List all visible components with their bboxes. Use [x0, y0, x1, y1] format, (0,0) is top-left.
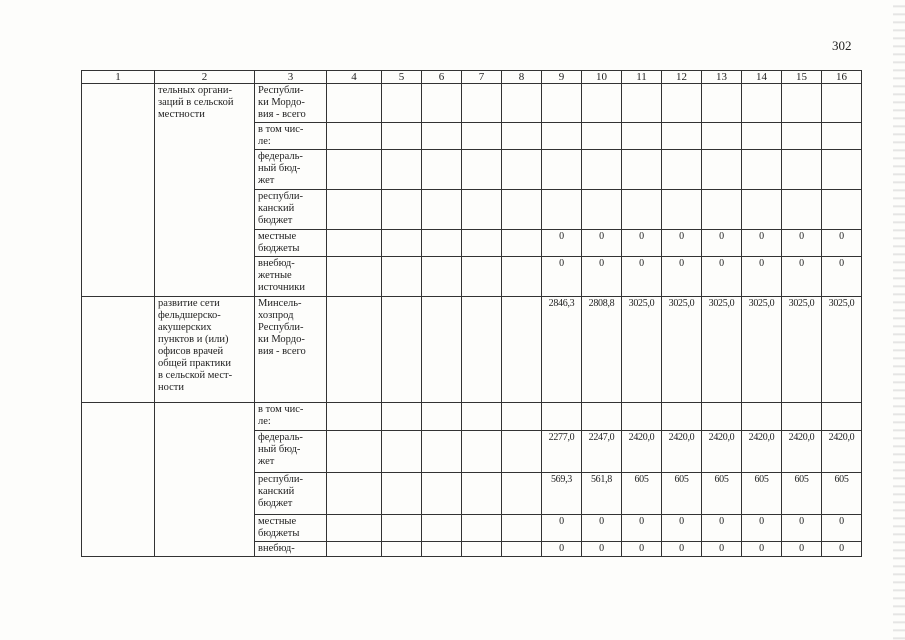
empty-cell: [422, 123, 462, 150]
empty-cell: [327, 190, 382, 230]
index-cell: [82, 84, 155, 297]
empty-cell: [462, 257, 502, 297]
cell-line: ный бюд-: [258, 444, 301, 455]
value-cell: 2846,3: [542, 297, 582, 403]
cell-line: ный бюд-: [258, 163, 301, 174]
column-header: 13: [702, 71, 742, 84]
value-cell: [542, 190, 582, 230]
column-header: 2: [155, 71, 255, 84]
cell-line: жет: [258, 175, 275, 186]
value-cell: [582, 123, 622, 150]
value-cell: [542, 84, 582, 123]
value-cell: [822, 150, 862, 190]
activity-name-cell: [155, 84, 255, 297]
cell-line: бюджеты: [258, 528, 300, 539]
empty-cell: [502, 542, 542, 557]
empty-cell: [327, 123, 382, 150]
source-cell: [255, 297, 327, 403]
empty-cell: [502, 473, 542, 515]
table-row: [82, 403, 862, 431]
value-cell: [582, 403, 622, 431]
cell-line: общей практики: [158, 358, 232, 369]
value-cell: [782, 150, 822, 190]
value-cell: 2420,0: [782, 431, 822, 473]
cell-line: федераль-: [258, 151, 303, 162]
cell-line: акушерских: [158, 322, 212, 333]
empty-cell: [382, 150, 422, 190]
cell-line: республи-: [258, 191, 303, 202]
empty-cell: [422, 84, 462, 123]
cell-line: в том чис-: [258, 124, 304, 135]
empty-cell: [382, 84, 422, 123]
cell-line: канский: [258, 203, 295, 214]
empty-cell: [422, 190, 462, 230]
cell-line: вия - всего: [258, 109, 306, 120]
value-cell: 0: [702, 230, 742, 257]
empty-cell: [462, 297, 502, 403]
cell-line: федераль-: [258, 432, 303, 443]
column-header: 9: [542, 71, 582, 84]
index-cell: [82, 297, 155, 403]
column-header: 5: [382, 71, 422, 84]
cell-line: ности: [158, 382, 184, 393]
value-cell: [542, 403, 582, 431]
value-cell: [702, 150, 742, 190]
value-cell: 0: [542, 230, 582, 257]
empty-cell: [502, 190, 542, 230]
value-cell: 2420,0: [622, 431, 662, 473]
value-cell: [742, 150, 782, 190]
value-cell: [782, 84, 822, 123]
value-cell: 605: [782, 473, 822, 515]
source-cell: [255, 473, 327, 515]
source-cell: [255, 515, 327, 542]
value-cell: [662, 190, 702, 230]
value-cell: [742, 84, 782, 123]
source-cell: [255, 403, 327, 431]
cell-line: местности: [158, 109, 205, 120]
source-cell: [255, 542, 327, 557]
empty-cell: [327, 84, 382, 123]
empty-cell: [382, 473, 422, 515]
column-header: 8: [502, 71, 542, 84]
value-cell: [702, 84, 742, 123]
empty-cell: [462, 150, 502, 190]
value-cell: 2420,0: [822, 431, 862, 473]
empty-cell: [327, 403, 382, 431]
cell-line: ки Мордо-: [258, 97, 305, 108]
value-cell: 0: [822, 257, 862, 297]
value-cell: 0: [622, 515, 662, 542]
value-cell: 605: [702, 473, 742, 515]
value-cell: 0: [782, 542, 822, 557]
empty-cell: [462, 542, 502, 557]
empty-cell: [502, 297, 542, 403]
cell-line: бюджеты: [258, 243, 300, 254]
value-cell: [582, 150, 622, 190]
activity-name-cell: [155, 403, 255, 557]
activity-name-cell: [155, 297, 255, 403]
empty-cell: [382, 542, 422, 557]
value-cell: 605: [622, 473, 662, 515]
empty-cell: [502, 84, 542, 123]
source-cell: [255, 257, 327, 297]
value-cell: 0: [782, 257, 822, 297]
value-cell: [582, 190, 622, 230]
value-cell: 0: [662, 257, 702, 297]
column-header: 3: [255, 71, 327, 84]
value-cell: [742, 123, 782, 150]
cell-line: Республи-: [258, 322, 304, 333]
value-cell: 0: [702, 542, 742, 557]
empty-cell: [422, 542, 462, 557]
column-header: 16: [822, 71, 862, 84]
empty-cell: [462, 190, 502, 230]
cell-line: внебюд-: [258, 543, 295, 554]
value-cell: 0: [822, 515, 862, 542]
value-cell: [702, 403, 742, 431]
empty-cell: [462, 84, 502, 123]
cell-line: фельдшерско-: [158, 310, 221, 321]
empty-cell: [422, 403, 462, 431]
value-cell: [662, 403, 702, 431]
cell-line: офисов врачей: [158, 346, 224, 357]
value-cell: 0: [542, 542, 582, 557]
empty-cell: [327, 473, 382, 515]
empty-cell: [327, 230, 382, 257]
value-cell: 0: [582, 257, 622, 297]
empty-cell: [462, 403, 502, 431]
cell-line: заций в сельской: [158, 97, 234, 108]
column-header: 15: [782, 71, 822, 84]
value-cell: [542, 150, 582, 190]
value-cell: [622, 190, 662, 230]
cell-line: местные: [258, 231, 297, 242]
header-row: [82, 71, 862, 84]
column-header: 12: [662, 71, 702, 84]
value-cell: 561,8: [582, 473, 622, 515]
value-cell: [662, 150, 702, 190]
empty-cell: [502, 230, 542, 257]
column-header: 6: [422, 71, 462, 84]
column-header: 14: [742, 71, 782, 84]
value-cell: [742, 190, 782, 230]
empty-cell: [327, 297, 382, 403]
source-cell: [255, 431, 327, 473]
value-cell: [822, 123, 862, 150]
cell-line: вия - всего: [258, 346, 306, 357]
empty-cell: [462, 515, 502, 542]
empty-cell: [502, 150, 542, 190]
value-cell: 3025,0: [822, 297, 862, 403]
page-number: 302: [832, 38, 852, 53]
cell-line: канский: [258, 486, 295, 497]
empty-cell: [327, 150, 382, 190]
source-cell: [255, 123, 327, 150]
value-cell: [782, 190, 822, 230]
empty-cell: [382, 257, 422, 297]
empty-cell: [422, 257, 462, 297]
empty-cell: [422, 473, 462, 515]
empty-cell: [502, 515, 542, 542]
cell-line: пунктов и (или): [158, 334, 229, 345]
cell-line: бюджет: [258, 215, 293, 226]
value-cell: 2247,0: [582, 431, 622, 473]
empty-cell: [327, 257, 382, 297]
value-cell: [822, 403, 862, 431]
value-cell: 0: [622, 230, 662, 257]
cell-line: тельных органи-: [158, 85, 233, 96]
value-cell: 0: [542, 257, 582, 297]
value-cell: 2420,0: [742, 431, 782, 473]
value-cell: [622, 403, 662, 431]
value-cell: 0: [702, 257, 742, 297]
empty-cell: [462, 230, 502, 257]
empty-cell: [462, 431, 502, 473]
cell-line: республи-: [258, 474, 303, 485]
source-cell: [255, 230, 327, 257]
empty-cell: [327, 515, 382, 542]
value-cell: 0: [582, 230, 622, 257]
value-cell: [662, 84, 702, 123]
value-cell: [582, 84, 622, 123]
source-cell: [255, 150, 327, 190]
empty-cell: [382, 403, 422, 431]
value-cell: 0: [822, 542, 862, 557]
value-cell: 3025,0: [662, 297, 702, 403]
table-row: [82, 84, 862, 123]
value-cell: 0: [702, 515, 742, 542]
column-header: 7: [462, 71, 502, 84]
value-cell: 0: [742, 230, 782, 257]
scan-edge-artifact: [893, 0, 905, 640]
empty-cell: [462, 123, 502, 150]
value-cell: 0: [662, 542, 702, 557]
empty-cell: [382, 123, 422, 150]
empty-cell: [422, 431, 462, 473]
value-cell: [622, 123, 662, 150]
budget-table: [81, 70, 862, 557]
cell-line: местные: [258, 516, 297, 527]
value-cell: 0: [822, 230, 862, 257]
value-cell: 0: [582, 515, 622, 542]
value-cell: 0: [662, 230, 702, 257]
value-cell: 0: [622, 257, 662, 297]
empty-cell: [502, 257, 542, 297]
source-cell: [255, 190, 327, 230]
empty-cell: [382, 230, 422, 257]
cell-line: источники: [258, 282, 305, 293]
cell-line: Республи-: [258, 85, 304, 96]
empty-cell: [422, 515, 462, 542]
value-cell: 0: [622, 542, 662, 557]
column-header: 10: [582, 71, 622, 84]
value-cell: 0: [742, 542, 782, 557]
cell-line: в том чис-: [258, 404, 304, 415]
value-cell: 0: [582, 542, 622, 557]
cell-line: хозпрод: [258, 310, 294, 321]
empty-cell: [462, 473, 502, 515]
column-header: 11: [622, 71, 662, 84]
value-cell: 2420,0: [702, 431, 742, 473]
cell-line: развитие сети: [158, 298, 220, 309]
value-cell: [702, 190, 742, 230]
value-cell: [782, 403, 822, 431]
cell-line: ле:: [258, 136, 271, 147]
index-cell: [82, 403, 155, 557]
cell-line: внебюд-: [258, 258, 295, 269]
value-cell: 3025,0: [622, 297, 662, 403]
empty-cell: [422, 150, 462, 190]
value-cell: 3025,0: [702, 297, 742, 403]
value-cell: 2277,0: [542, 431, 582, 473]
value-cell: [822, 84, 862, 123]
value-cell: 0: [542, 515, 582, 542]
value-cell: [622, 84, 662, 123]
empty-cell: [502, 123, 542, 150]
column-header: 4: [327, 71, 382, 84]
value-cell: 569,3: [542, 473, 582, 515]
value-cell: 2420,0: [662, 431, 702, 473]
cell-line: бюджет: [258, 498, 293, 509]
value-cell: [542, 123, 582, 150]
value-cell: 0: [782, 515, 822, 542]
value-cell: 0: [662, 515, 702, 542]
cell-line: ки Мордо-: [258, 334, 305, 345]
value-cell: [702, 123, 742, 150]
cell-line: Минсель-: [258, 298, 302, 309]
value-cell: [822, 190, 862, 230]
empty-cell: [382, 515, 422, 542]
value-cell: 3025,0: [782, 297, 822, 403]
cell-line: в сельской мест-: [158, 370, 233, 381]
cell-line: ле:: [258, 416, 271, 427]
value-cell: 2808,8: [582, 297, 622, 403]
empty-cell: [422, 230, 462, 257]
empty-cell: [422, 297, 462, 403]
empty-cell: [382, 297, 422, 403]
empty-cell: [327, 431, 382, 473]
empty-cell: [502, 403, 542, 431]
empty-cell: [382, 190, 422, 230]
empty-cell: [382, 431, 422, 473]
value-cell: 0: [782, 230, 822, 257]
table-row: [82, 297, 862, 403]
cell-line: жетные: [258, 270, 292, 281]
value-cell: [782, 123, 822, 150]
value-cell: [742, 403, 782, 431]
value-cell: 605: [822, 473, 862, 515]
value-cell: 605: [662, 473, 702, 515]
source-cell: [255, 84, 327, 123]
empty-cell: [502, 431, 542, 473]
value-cell: [622, 150, 662, 190]
cell-line: жет: [258, 456, 275, 467]
column-header: 1: [82, 71, 155, 84]
empty-cell: [327, 542, 382, 557]
value-cell: 605: [742, 473, 782, 515]
value-cell: [662, 123, 702, 150]
value-cell: 3025,0: [742, 297, 782, 403]
value-cell: 0: [742, 515, 782, 542]
value-cell: 0: [742, 257, 782, 297]
